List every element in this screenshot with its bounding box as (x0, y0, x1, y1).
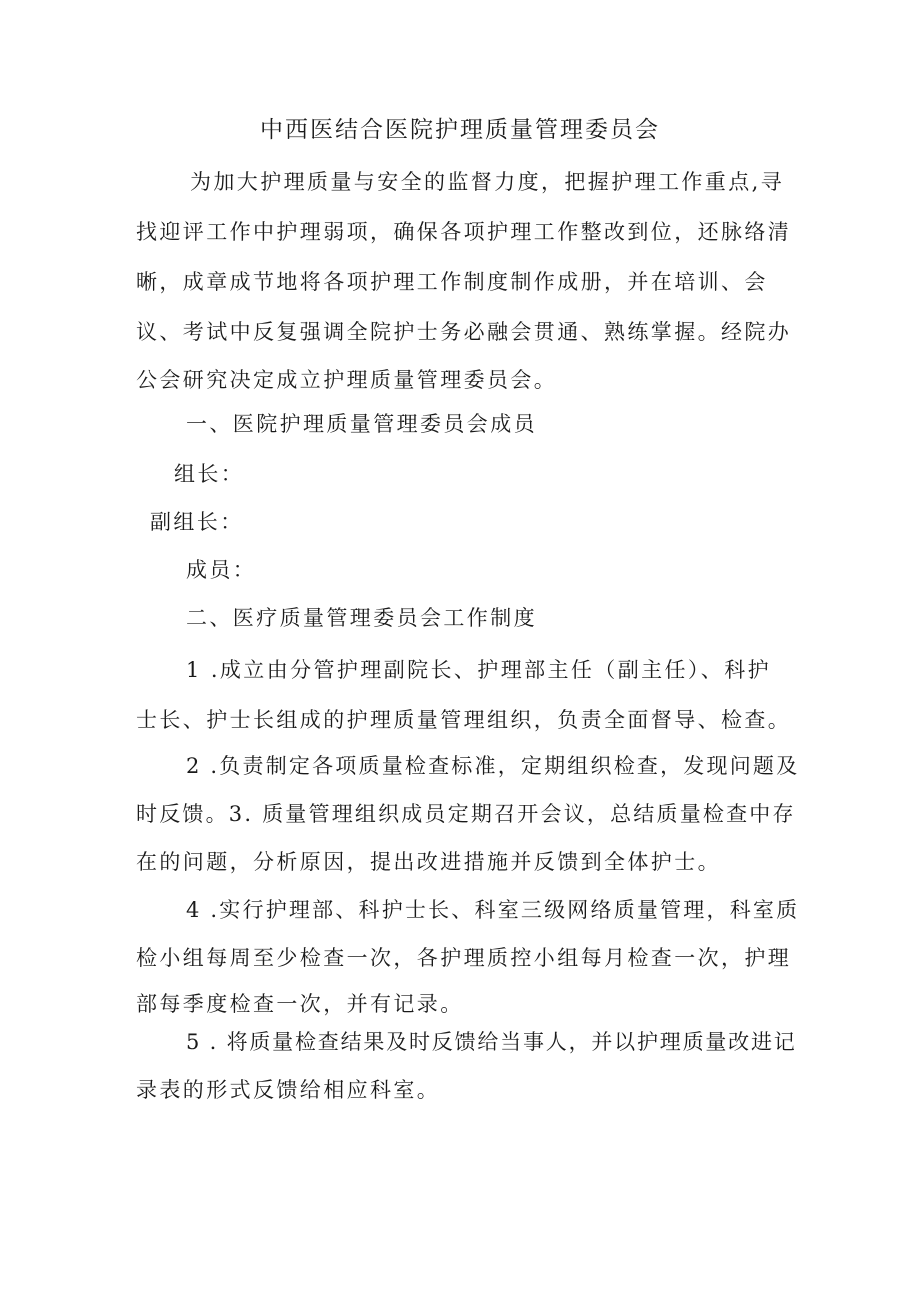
intro-line-2: 找迎评工作中护理弱项，确保各项护理工作整改到位，还脉络清 (136, 220, 792, 244)
item4-line-3: 部每季度检查一次，并有记录。 (136, 992, 464, 1016)
item2-line-1: 2 .负责制定各项质量检查标准，定期组织检查，发现问题及 (186, 754, 800, 778)
item1-line-2: 士长、护士长组成的护理质量管理组织，负责全面督导、检查。 (136, 708, 792, 732)
intro-line-1: 为加大护理质量与安全的监督力度，把握护理工作重点,寻 (190, 170, 785, 194)
leader-label: 组长： (174, 462, 245, 486)
item4-line-1: 4 .实行护理部、科护士长、科室三级网络质量管理，科室质 (186, 898, 800, 922)
item2-line-3: 在的问题，分析原因，提出改进措施并反馈到全体护士。 (136, 850, 721, 874)
item2-line-2: 时反馈。3. 质量管理组织成员定期召开会议，总结质量检查中存 (136, 802, 796, 826)
item5-line-1: 5 . 将质量检查结果及时反馈给当事人，并以护理质量改进记 (186, 1030, 797, 1054)
intro-line-4: 议、考试中反复强调全院护士务必融会贯通、熟练掌握。经院办 (136, 320, 792, 344)
vice-leader-label: 副组长： (150, 510, 244, 534)
document-title: 中西医结合医院护理质量管理委员会 (260, 117, 660, 143)
item5-line-2: 录表的形式反馈给相应科室。 (136, 1078, 441, 1102)
item4-line-2: 检小组每周至少检查一次，各护理质控小组每月检查一次，护理 (136, 946, 792, 970)
section2-heading: 二、医疗质量管理委员会工作制度 (186, 606, 537, 630)
item1-line-1: 1 .成立由分管护理副院长、护理部主任（副主任）、科护 (186, 658, 772, 682)
members-label: 成员： (186, 558, 257, 582)
intro-line-3: 晰，成章成节地将各项护理工作制度制作成册，并在培训、会 (136, 270, 768, 294)
section1-heading: 一、医院护理质量管理委员会成员 (186, 412, 537, 436)
intro-line-5: 公会研究决定成立护理质量管理委员会。 (136, 368, 558, 392)
